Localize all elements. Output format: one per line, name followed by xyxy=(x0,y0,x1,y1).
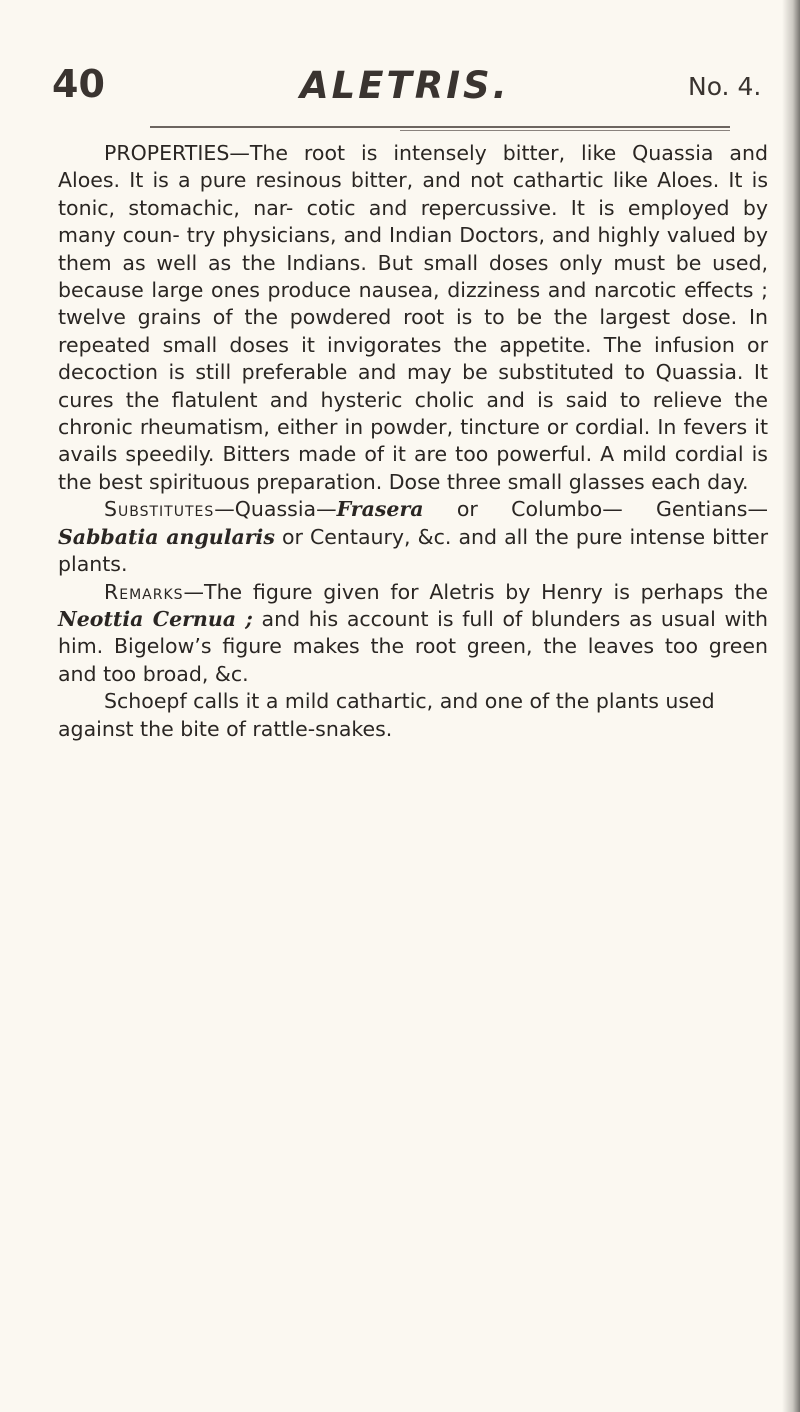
substitutes-italic-1: Frasera xyxy=(336,497,424,522)
substitutes-heading: Substitutes xyxy=(104,497,215,522)
properties-paragraph xyxy=(58,140,768,496)
properties-heading: PROPERTIES xyxy=(104,141,230,165)
substitutes-text-3: or Centaury, &c. and all the pure intense bitter plants. xyxy=(58,524,768,577)
running-title: ALETRIS. xyxy=(300,64,510,107)
running-header xyxy=(0,62,800,112)
page-number: 40 xyxy=(52,62,105,106)
remarks-heading: Remarks xyxy=(104,579,184,604)
remarks-paragraph xyxy=(58,579,768,689)
schoepf-paragraph xyxy=(58,688,768,743)
page-edge-shadow xyxy=(782,0,800,1412)
properties-text: —The root is intensely bitter, like Quassia and Aloes. It is a pure resinous bitter, and not cathartic like Aloes. It is tonic, stomachic, nar- cotic and repercussive. It is employed by many coun- try physicians, and Indian Doctors, and highly valued by them as well as the Indians. But small doses only must be used, because large ones produce nausea, dizziness and narcotic effects ; twelve grains of the powdered root is to be the largest dose. In repeated small doses it invigorates the appetite. The infusion or decoction is still preferable and may be substituted to Quassia. It cures the flatulent and hysteric cholic and is said to relieve the chronic rheumatism, either in powder, tincture or cordial. In fevers it avails speedily. Bitters made of it are too powerful. A mild cordial is the best spirituous preparation. Dose three small glasses each day. xyxy=(58,141,768,494)
remarks-text-2: and his account is full of blunders as usual with him. Bigelow’s figure makes the root green, the leaves too green and too broad, &c. xyxy=(58,606,769,686)
body-text xyxy=(58,140,768,743)
header-rule xyxy=(150,126,730,128)
section-number: No. 4. xyxy=(688,72,762,101)
substitutes-italic-2: Sabbatia angularis xyxy=(58,524,275,549)
remarks-text-3: Schoepf calls it a mild cathartic, and one of the plants used against the bite of rattle-snakes. xyxy=(58,689,715,741)
substitutes-text-2: or Columbo— Gentians— xyxy=(423,497,768,522)
header-rule-secondary xyxy=(400,130,730,131)
remarks-italic-1: Neottia Cernua ; xyxy=(58,606,253,631)
substitutes-text-1: —Quassia— xyxy=(214,497,337,522)
substitutes-paragraph xyxy=(58,496,768,578)
remarks-text-1: —The figure given for Aletris by Henry is perhaps the xyxy=(183,579,768,604)
